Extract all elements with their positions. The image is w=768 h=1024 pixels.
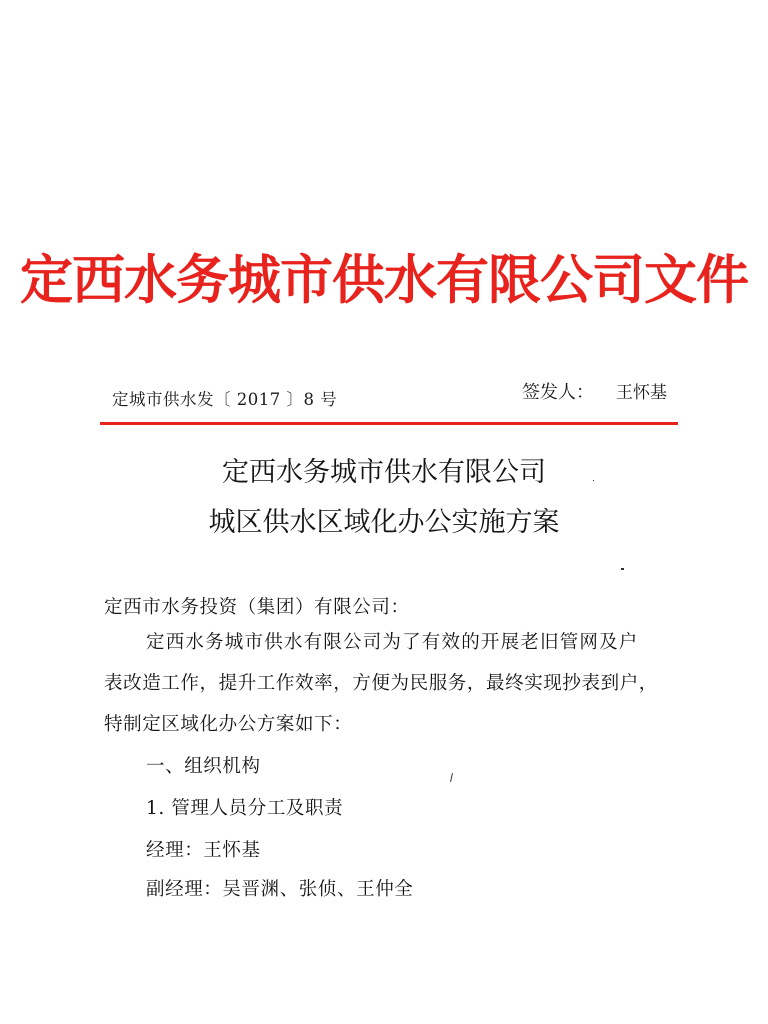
document-header-title: 定西水务城市供水有限公司文件 [20, 250, 748, 311]
scan-speck [621, 568, 624, 570]
manager-line: 经理：王怀基 [146, 840, 261, 861]
signer-name: 王怀基 [616, 383, 667, 403]
scan-speck [450, 773, 453, 782]
paragraph-line-1: 定西水务城市供水有限公司为了有效的开展老旧管网及户 [146, 632, 639, 653]
header-divider-rule [100, 422, 678, 425]
deputy-manager-line: 副经理：吴晋渊、张侦、王仲全 [146, 879, 414, 900]
paragraph-line-2: 表改造工作，提升工作效率，方便为民服务，最终实现抄表到户， [104, 673, 658, 694]
section-heading-organization: 一、组织机构 [146, 756, 261, 777]
subsection-heading-staff-duties: 1. 管理人员分工及职责 [146, 798, 344, 819]
signer-block [522, 378, 667, 404]
document-number: 定城市供水发〔 2017 〕8 号 [112, 390, 338, 409]
signer-label: 签发人： [522, 382, 594, 403]
document-title-line-2: 城区供水区域化办公实施方案 [208, 507, 560, 538]
addressee: 定西市水务投资（集团）有限公司： [104, 597, 410, 618]
scan-speck [593, 480, 594, 481]
paragraph-line-3: 特制定区域化办公方案如下： [104, 714, 353, 735]
document-title-line-1: 定西水务城市供水有限公司 [222, 457, 546, 488]
